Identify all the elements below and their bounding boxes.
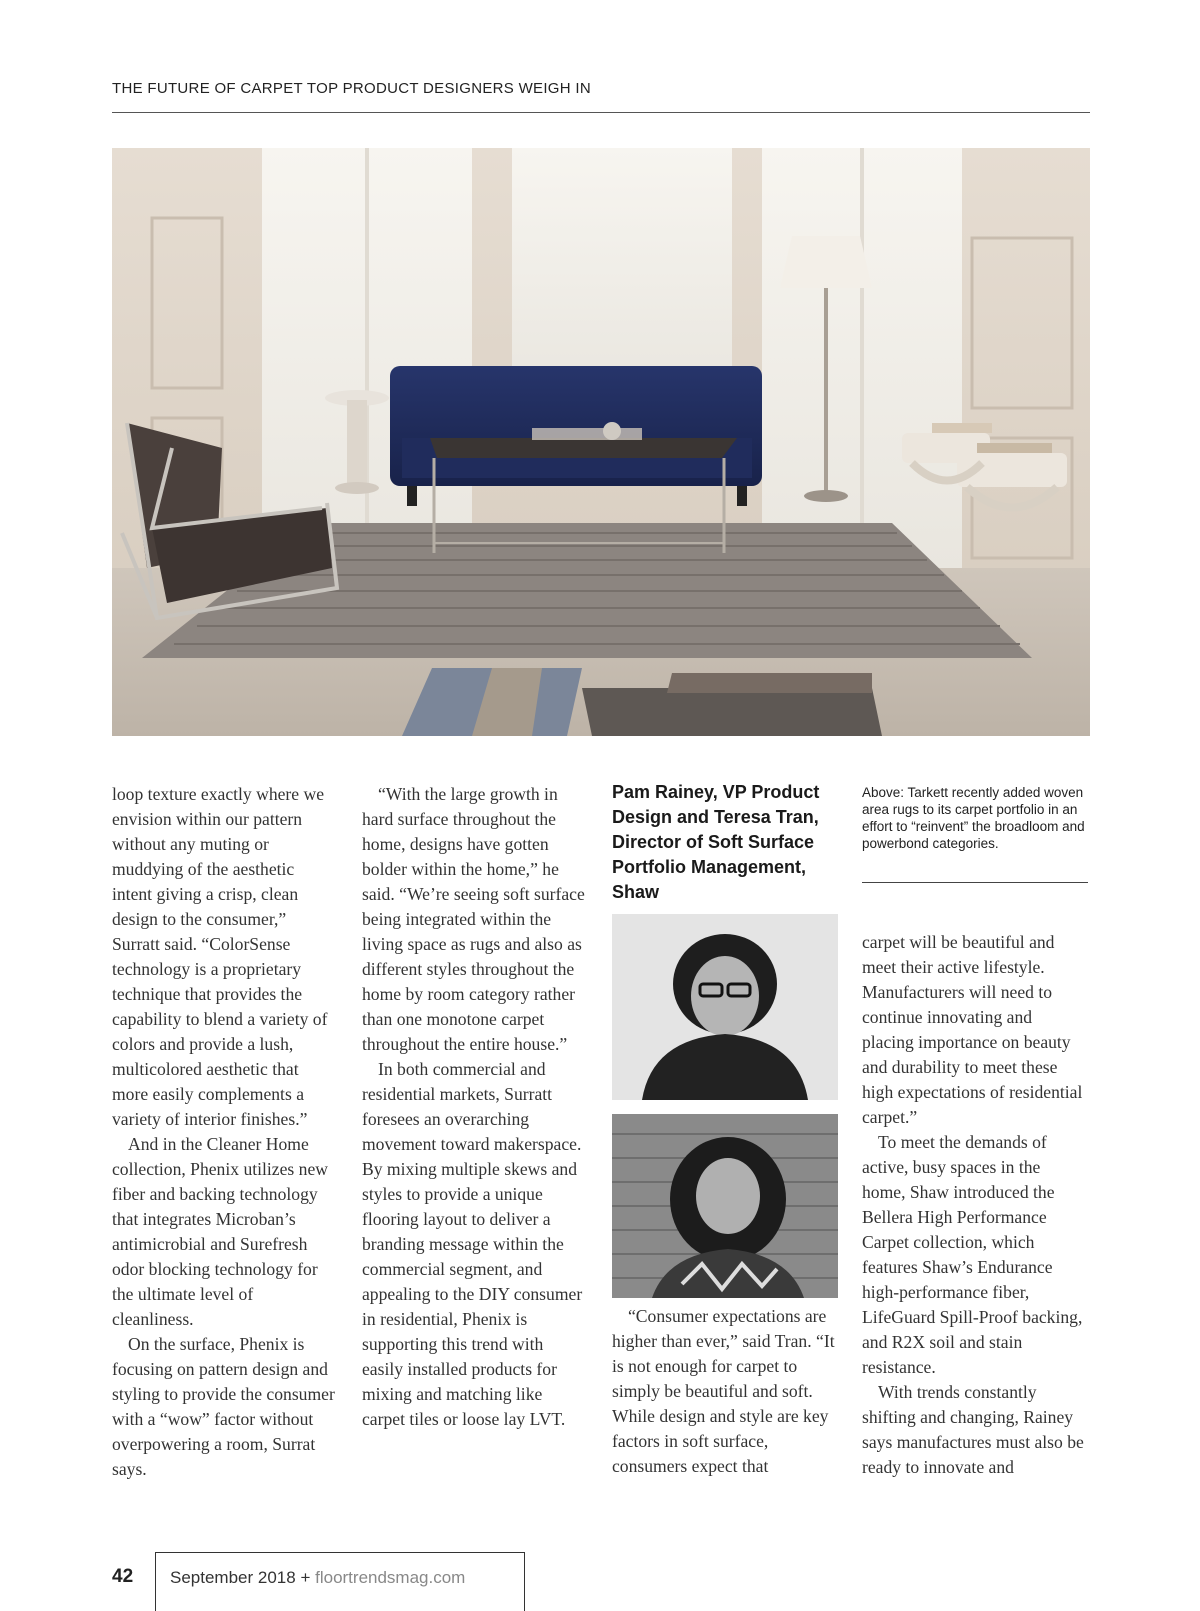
paragraph: “Consumer expectations are higher than ever,” said Tran. “It is not enough for carpet to simply be beautiful and soft. While design and style are key factors in soft surface, consumers expect that (612, 1306, 835, 1476)
paragraph: In both commercial and residential markets, Surratt foresees an overarching movement toward makerspace. By mixing multiple skews and styles to provide a unique flooring layout to deliver a branding message within the commercial segment, and appealing to the DIY consumer in residential, Phenix is supporting this trend with easily installed products for mixing and matching like carpet tiles or loose lay LVT. (362, 1059, 583, 1429)
photo-caption: Above: Tarkett recently added woven area rugs to its carpet portfolio in an effort to “reinvent” the broadloom and powerbond categories. (862, 785, 1085, 851)
paragraph: “With the large growth in hard surface throughout the home, designs have gotten bolder within the home,” he said. “We’re seeing soft surface being integrated within the living space as rugs and also as different styles throughout the home by room category rather than one monotone carpet throughout the entire house.” (362, 784, 585, 1054)
article-column-2 (362, 782, 588, 1432)
footer-folio (170, 1568, 465, 1588)
paragraph: On the surface, Phenix is focusing on pattern design and styling to provide the consumer with a “wow” factor without overpowering a room, Surrat says. (112, 1334, 335, 1479)
footer-separator: + (300, 1568, 311, 1587)
paragraph: To meet the demands of active, busy spaces in the home, Shaw introduced the Bellera High Performance Carpet collection, which features Shaw’s Endurance high-performance fiber, LifeGuard Spill-Proof backing, and R2X soil and stain resistance. (862, 1132, 1083, 1377)
website-link[interactable]: floortrendsmag.com (315, 1568, 466, 1587)
article-column-1 (112, 782, 338, 1482)
living-room-rug-photo (112, 148, 1090, 736)
header-rule (112, 112, 1090, 113)
paragraph: And in the Cleaner Home collection, Phenix utilizes new fiber and backing technology that integrates Microban’s antimicrobial and Surefresh odor blocking technology for the ultimate level of cleanliness. (112, 1134, 328, 1329)
pam-rainey-portrait (612, 914, 838, 1100)
paragraph: With trends constantly shifting and changing, Rainey says manufactures must also be ready to innovate and (862, 1382, 1084, 1477)
paragraph: loop texture exactly where we envision within our pattern without any muting or muddying of the aesthetic intent giving a crisp, clean design to the consumer,” Surratt said. “ColorSense technology is a proprietary technique that provides the capability to blend a variety of colors and provide a lush, multicolored aesthetic that more easily complements a variety of interior finishes.” (112, 784, 328, 1129)
running-header: THE FUTURE OF CARPET TOP PRODUCT DESIGNERS WEIGH IN (112, 80, 591, 97)
teresa-tran-portrait (612, 1114, 838, 1298)
paragraph: carpet will be beautiful and meet their active lifestyle. Manufacturers will need to continue innovating and placing importance on beauty and durability to meet these high expectations of residential carpet.” (862, 932, 1083, 1127)
issue-date: September 2018 (170, 1568, 296, 1587)
sidebar-heading: Pam Rainey, VP Product Design and Teresa Tran, Director of Soft Surface Portfolio Management, Shaw (612, 782, 820, 902)
caption-rule (862, 882, 1088, 883)
page-number: 42 (112, 1566, 134, 1587)
